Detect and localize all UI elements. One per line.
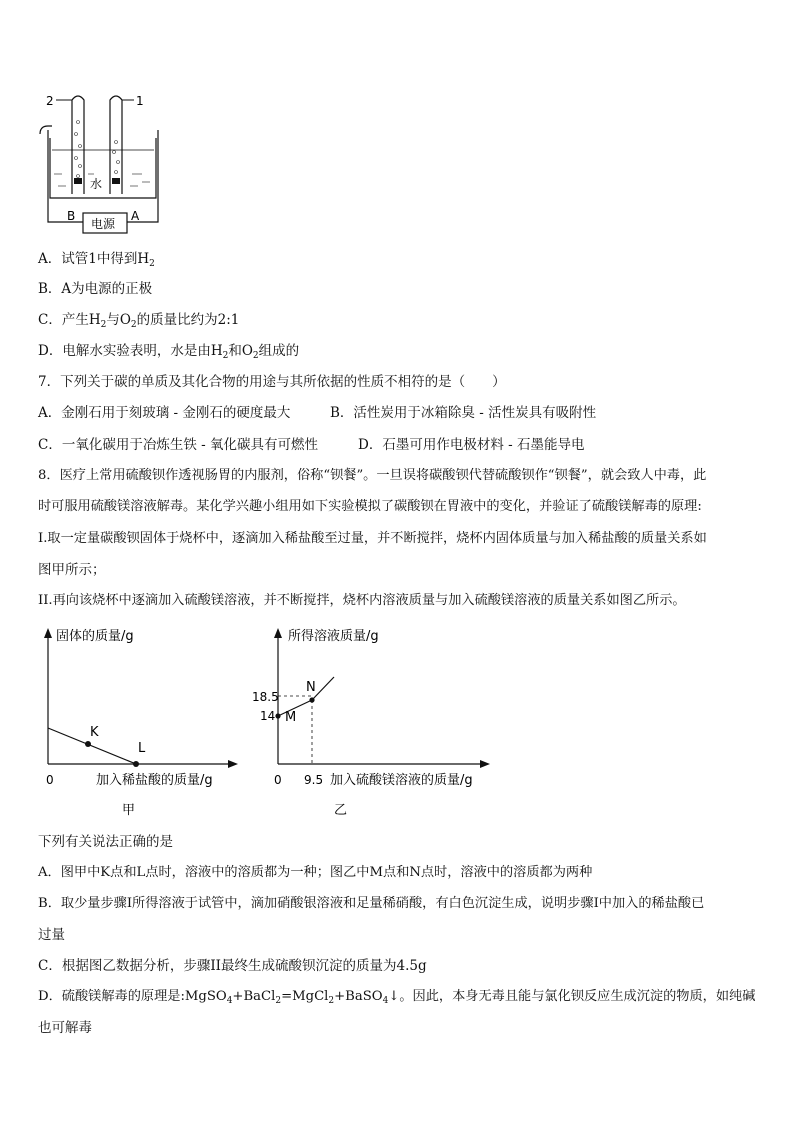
tick-18-5: 18.5 (252, 690, 279, 704)
q6-option-c: C．产生$H_2$与$O_2$的质量比约为2:1 (38, 312, 240, 330)
q8-option-d-line1: D．硫酸镁解毒的原理是:MgSO$_4$+BaCl$_2$=MgCl$_2$+BaSO$_4$↓。因此，本身无毒且能与氯化钡反应生成沉淀的物质，如纯碱 (38, 989, 756, 1006)
point-m (275, 713, 280, 718)
q8-option-a: A．图甲中K点和L点时，溶液中的溶质都为一种；图乙中M点和N点时，溶液中的溶质都为两种 (38, 865, 593, 880)
q8-option-b-line2: 过量 (38, 927, 65, 943)
q6-option-b: B．A为电源的正极 (38, 281, 153, 297)
q8-step2: II.再向该烧杯中逐滴加入硫酸镁溶液，并不断搅拌，烧杯内溶液质量与加入硫酸镁溶液的质量关系如图乙所示。 (38, 593, 686, 608)
chart-jia (38, 624, 238, 824)
chart-jia-origin: 0 (46, 773, 54, 787)
chart-yi-ylabel: 所得溶液质量/g (288, 629, 379, 644)
q8-stem-line1: 8．医疗上常用硫酸钡作透视肠胃的内服剂，俗称“钡餐”。一旦误将碳酸钡代替硫酸钡作“钡餐”，就会致人中毒，此 (38, 468, 707, 483)
point-n (309, 697, 314, 702)
chart-yi-title: 乙 (334, 803, 348, 818)
chart-yi-origin: 0 (274, 773, 282, 787)
q7-option-a: A．金刚石用于刻玻璃 - 金刚石的硬度最大 (38, 405, 291, 421)
tube-label-2: 2 (46, 94, 54, 108)
tick-14: 14 (260, 709, 276, 723)
label-m: M (285, 710, 297, 725)
q7-option-c: C．一氧化碳用于冶炼生铁 - 氧化碳具有可燃性 (38, 437, 318, 453)
label-l: L (138, 741, 146, 756)
chart-jia-xlabel: 加入稀盐酸的质量/g (96, 773, 213, 788)
q7-option-b: B．活性炭用于冰箱除臭 - 活性炭具有吸附性 (330, 405, 597, 421)
q7-stem: 7．下列关于碳的单质及其化合物的用途与其所依据的性质不相符的是（ ） (38, 374, 506, 390)
q8-option-d-line2: 也可解毒 (38, 1020, 92, 1036)
water-label: 水 (90, 177, 103, 191)
electrode-label-b: B (67, 209, 76, 223)
label-k: K (90, 725, 99, 740)
chart-yi-xlabel: 加入硫酸镁溶液的质量/g (330, 773, 473, 788)
power-source-label: 电源 (91, 217, 116, 231)
electrolysis-diagram (38, 86, 168, 236)
point-l (133, 761, 139, 767)
chart-jia-ylabel: 固体的质量/g (56, 629, 134, 644)
q8-step1-line1: I.取一定量碳酸钡固体于烧杯中，逐滴加入稀盐酸至过量，并不断搅拌，烧杯内固体质量与加入稀盐酸的质量关系如 (38, 531, 707, 546)
electrode-label-a: A (131, 209, 140, 223)
point-k (85, 741, 91, 747)
q8-stem-line2: 时可服用硫酸镁溶液解毒。某化学兴趣小组用如下实验模拟了碳酸钡在胃液中的变化，并验证了硫酸镁解毒的原理: (38, 499, 702, 514)
q8-question: 下列有关说法正确的是 (38, 834, 173, 850)
q8-option-c: C．根据图乙数据分析，步骤II最终生成硫酸钡沉淀的质量为4.5g (38, 958, 427, 974)
q8-option-b-line1: B．取少量步骤I所得溶液于试管中，滴加硝酸银溶液和足量稀硝酸，有白色沉淀生成，说明步骤I中加入的稀盐酸已 (38, 896, 705, 911)
label-n: N (306, 680, 316, 695)
chart-jia-title: 甲 (122, 803, 136, 818)
q6-option-d: D．电解水实验表明，水是由$H_2$和$O_2$组成的 (38, 343, 300, 361)
chart-yi (250, 624, 500, 824)
q8-step1-line2: 图甲所示； (38, 562, 106, 578)
q6-option-a: A．试管1中得到$H_2$ (38, 251, 155, 269)
tick-9-5: 9.5 (304, 773, 324, 787)
tube-label-1: 1 (136, 94, 144, 108)
q7-option-d: D．石墨可用作电极材料 - 石墨能导电 (358, 437, 585, 453)
